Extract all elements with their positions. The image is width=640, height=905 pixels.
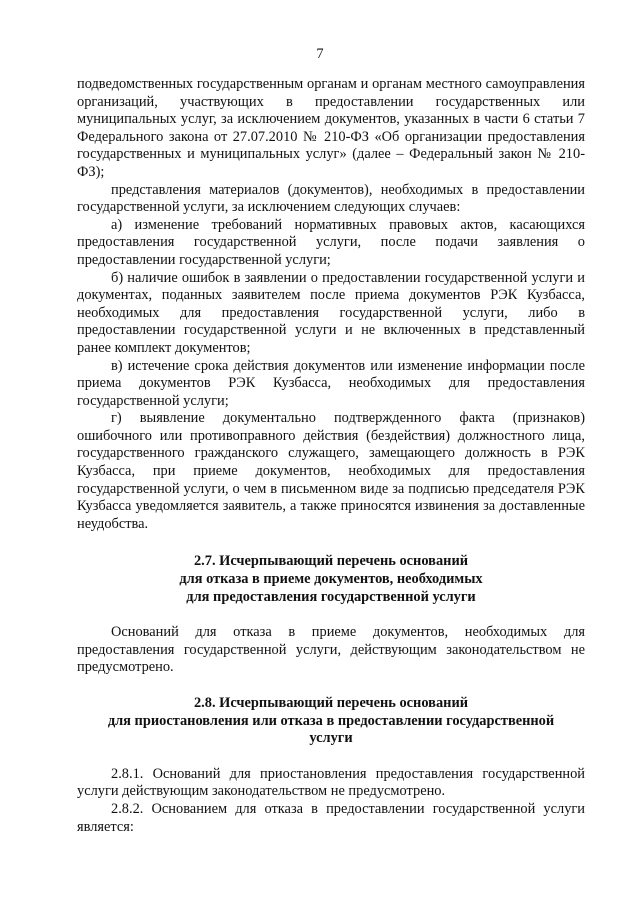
paragraph-case-g: г) выявление документально подтвержденного факта (признаков) ошибочного или противоправного действия (бездействия) должностного лица, государственного гражданского служащего, замещающего должность в РЭК Кузбасса, при приеме документов, необходимых для предоставления государственной услуги, о чем в письменном виде за подписью председателя РЭК Кузбасса уведомляется заявитель, а также приносятся извинения за доставленные неудобства.: [77, 410, 585, 532]
heading-line: для приостановления или отказа в предоставлении государственной: [107, 712, 555, 729]
paragraph-materials: представления материалов (документов), необходимых в предоставлении государственной услуги, за исключением следующих случаев:: [77, 181, 585, 216]
paragraph-2-7: Оснований для отказа в приеме документов, необходимых для предоставления государственной услуги, действующим законодательством не предусмотрено.: [77, 624, 585, 676]
paragraph-2-8-1: 2.8.1. Оснований для приостановления предоставления государственной услуги действующим законодательством не предусмотрено.: [77, 765, 585, 800]
heading-line: для предоставления государственной услуги: [186, 588, 476, 605]
heading-line: услуги: [309, 730, 353, 747]
heading-line: 2.7. Исчерпывающий перечень оснований: [193, 553, 469, 570]
heading-line: для отказа в приеме документов, необходимых: [179, 571, 483, 588]
heading-line: 2.8. Исчерпывающий перечень оснований: [193, 695, 469, 711]
paragraph-case-a: а) изменение требований нормативных правовых актов, касающихся предоставления государственной услуги, после подачи заявления о предоставлении государственной услуги;: [77, 216, 585, 268]
paragraph-case-b: б) наличие ошибок в заявлении о предоставлении государственной услуги и документах, поданных заявителем после приема документов РЭК Кузбасса, необходимых для предоставления государственной услуги, либо в предоставлении государственной услуги и не включенных в представленный ранее комплект документов;: [77, 269, 585, 356]
paragraph-continuation: подведомственных государственным органам и органам местного самоуправления организаций, участвующих в предоставлении государственных или муниципальных услуг, за исключением документов, указанных в части 6 статьи 7 Федерального закона от 27.07.2010 № 210-ФЗ «Об организации предоставления государственных и муниципальных услуг» (далее – Федеральный закон № 210-ФЗ);: [77, 76, 585, 180]
paragraph-case-v: в) истечение срока действия документов или изменение информации после приема документов РЭК Кузбасса, необходимых для предоставления государственной услуги;: [77, 357, 585, 409]
section-heading-2-8: [77, 695, 585, 748]
paragraph-2-8-2: 2.8.2. Основанием для отказа в предоставлении государственной услуги является:: [77, 800, 585, 835]
section-heading-2-7: [77, 553, 585, 606]
document-body: [77, 76, 585, 836]
page-number: 7: [316, 46, 324, 62]
